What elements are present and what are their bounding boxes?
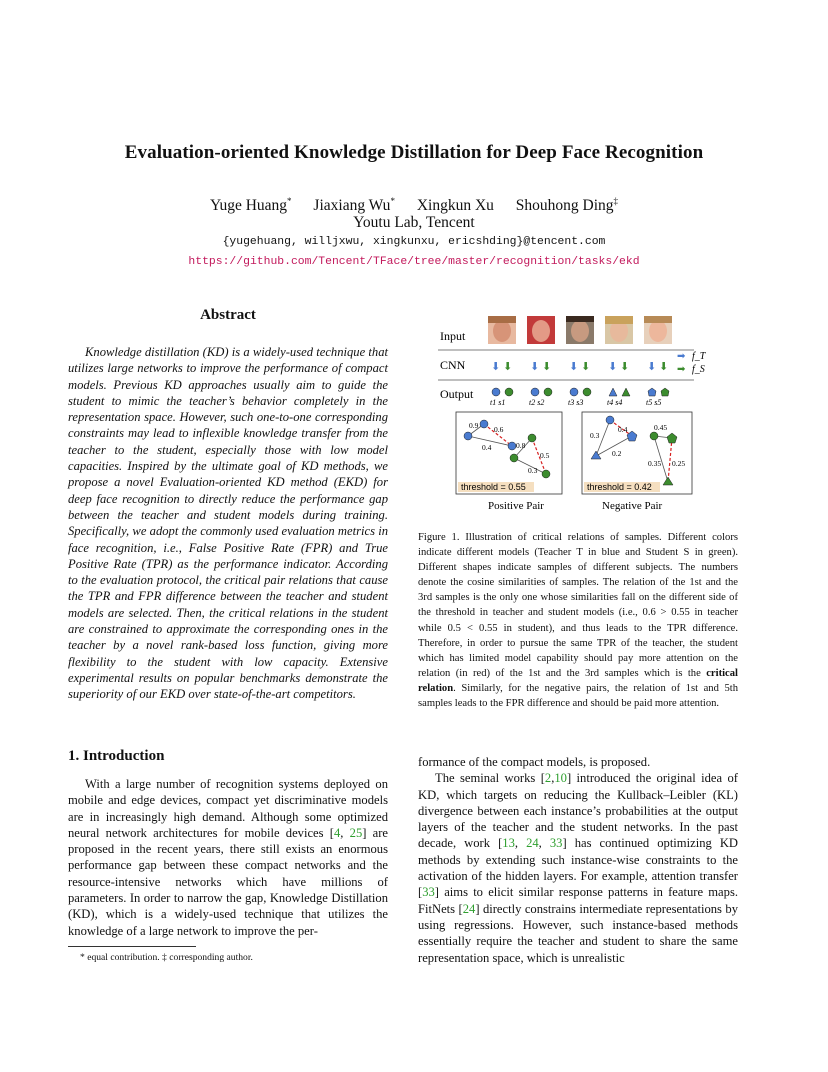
citation-link[interactable]: 24 [462, 901, 476, 916]
citation-link[interactable]: 2 [544, 771, 552, 786]
abstract-heading: Abstract [200, 307, 256, 323]
svg-text:t2 s2: t2 s2 [529, 398, 545, 407]
svg-text:⬇: ⬇ [659, 360, 669, 373]
svg-text:f_S: f_S [692, 364, 705, 375]
svg-text:0.6: 0.6 [494, 425, 504, 434]
svg-text:⬇: ⬇ [542, 360, 552, 373]
citation-link[interactable]: 24 [526, 836, 539, 851]
face-image-2 [527, 316, 555, 344]
cnn-arrows [491, 360, 668, 373]
svg-text:⬇: ⬇ [491, 360, 501, 373]
citation-link[interactable]: 33 [549, 836, 563, 851]
svg-text:0.5: 0.5 [540, 451, 550, 460]
svg-text:threshold = 0.55: threshold = 0.55 [461, 482, 526, 492]
svg-text:t4 s4: t4 s4 [607, 398, 623, 407]
intro-continued [418, 754, 738, 966]
svg-text:➡: ➡ [677, 351, 686, 362]
svg-text:0.3: 0.3 [590, 431, 600, 440]
svg-text:t3 s3: t3 s3 [568, 398, 584, 407]
citation-link[interactable]: 13 [502, 836, 515, 851]
citation-link[interactable]: 25 [349, 825, 363, 840]
svg-text:0.25: 0.25 [672, 459, 686, 468]
svg-text:0.4: 0.4 [482, 443, 492, 452]
citation-link[interactable]: 33 [422, 885, 435, 900]
positive-pair-panel [456, 412, 562, 494]
svg-text:⬇: ⬇ [647, 360, 657, 373]
svg-text:⬇: ⬇ [608, 360, 618, 373]
negative-pair-panel [582, 412, 692, 494]
paragraph-continuation: formance of the compact models, is proposed. [418, 755, 651, 769]
svg-text:0.35: 0.35 [648, 459, 662, 468]
author-emails: {yugehuang, willjxwu, xingkunxu, ericshding}@tencent.com [222, 236, 606, 248]
svg-text:threshold = 0.42: threshold = 0.42 [587, 482, 652, 492]
face-image-3 [566, 316, 594, 344]
face-image-1 [488, 316, 516, 344]
code-link[interactable]: https://github.com/Tencent/TFace/tree/master/recognition/tasks/ekd [188, 256, 640, 268]
abstract-text: Knowledge distillation (KD) is a widely-used technique that utilizes large networks to improve the performance of compact models. Previous KD approaches usually aim to guide the student to mimic the teacher’s behavior completely in the representation space. However, such one-to-one corresponding constraints may lead to inflexible knowledge transfer from the teacher to the student, especially those with low model capacities. Inspired by the ultimate goal of KD methods, we propose a novel Evaluation-oriented KD method (EKD) for deep face recognition to directly reduce the performance gap between the teacher and student models during training. Specifically, we adopt the commonly used evaluation metrics in face recognition, i.e., False Positive Rate (FPR) and True Positive Rate (TPR) as the performance indicator. According to the evaluation protocol, the critical pair relations that cause the TPR and FPR difference between the teacher and student models are selected. Then, the critical relations in the student are constrained to approximate the corresponding ones in the teacher by a novel rank-based loss function, giving more flexibility to the student with low capacity. Extensive experimental results on popular benchmarks demonstrate the superiority of our EKD over state-of-the-art competitors. [68, 345, 388, 702]
section-heading-introduction: 1. Introduction [68, 748, 165, 764]
figure-caption: Figure 1. Illustration of critical relations of samples. Different colors indicate different models (Teacher T in blue and Student S in green). Different shapes indicate samples of different subjects. The numbers denote the cosine similarities of samples. The relation of the 1st and the 3rd samples is the only one whose similarities fall on the different side of the threshold in teacher and student models (i.e., 0.6 > 0.55 in teacher while 0.5 < 0.55 in student), and thus leads to the TPR difference. Therefore, in order to pursue the same TPR of the teacher, the student which has limited model capability should pay more attention on the relation (in red) of the 1st and the 3rd samples which is the critical relation. Similarly, for the negative pairs, the relation of 1st and 5th samples leads to the FPR difference and should be paid more attention. [418, 532, 738, 710]
svg-text:t5 s5: t5 s5 [646, 398, 662, 407]
svg-text:⬇: ⬇ [569, 360, 579, 373]
negative-pair-title: Negative Pair [602, 500, 663, 512]
author-1: Yuge Huang* [209, 196, 292, 215]
footnote-rule [68, 946, 196, 947]
svg-text:0.4: 0.4 [618, 425, 628, 434]
legend [677, 351, 707, 375]
paragraph-related-work: The seminal works [2,10] introduced the original idea of KD, which targets on reducing the Kullback–Leibler (KL) divergence between each instance’s probabilities at the output layers of the teacher and the student networks. In the past decade, work [13, 24, 33] has continued optimizing KD methods by extending such instance-wise constraints to the activation of the hidden layers. For example, attention transfer [33] aims to elicit similar response patterns in feature maps. FitNets [24] directly constrains intermediate representations by using regressions. However, such instance-based methods essentially require the teacher and student to share the same representation space, which is unrealistic [418, 771, 739, 965]
author-4: Shouhong Ding‡ [515, 196, 619, 215]
svg-text:⬇: ⬇ [530, 360, 540, 373]
svg-text:0.3: 0.3 [528, 466, 538, 475]
svg-text:⬇: ⬇ [581, 360, 591, 373]
author-3: Xingkun Xu [416, 197, 494, 215]
citation-link[interactable]: 4 [333, 825, 341, 840]
svg-text:0.8: 0.8 [516, 441, 526, 450]
footnote: * equal contribution. ‡ corresponding author. [80, 952, 253, 963]
figure-1 [432, 306, 732, 516]
paper-title: Evaluation-oriented Knowledge Distillation for Deep Face Recognition [124, 142, 704, 163]
output-sample-labels [490, 398, 661, 407]
positive-pair-title: Positive Pair [488, 500, 544, 512]
intro-paragraph: With a large number of recognition systems deployed on mobile and edge devices, compact yet discriminative models are in increasingly high demand. Although some optimized neural network architectures for mobile devices [4, 25] are proposed in the recent years, there still exists an enormous performance gap between these compact networks and the resource-intensive networks which have millions of parameters. In order to narrow the gap, Knowledge Distillation (KD), which is a widely-used technique that utilizes the knowledge of a large network to improve the per- [68, 777, 389, 938]
svg-text:⬇: ⬇ [620, 360, 630, 373]
svg-text:0.2: 0.2 [612, 449, 622, 458]
row-label-cnn: CNN [440, 358, 466, 372]
svg-text:➡: ➡ [677, 364, 686, 375]
svg-text:t1 s1: t1 s1 [490, 398, 506, 407]
svg-text:⬇: ⬇ [503, 360, 513, 373]
output-markers [492, 388, 669, 396]
svg-text:0.45: 0.45 [654, 423, 668, 432]
svg-text:0.9: 0.9 [469, 421, 479, 430]
author-2: Jiaxiang Wu* [313, 196, 395, 215]
face-image-4 [605, 316, 633, 344]
row-label-output: Output [440, 387, 474, 401]
svg-text:f_T: f_T [692, 351, 706, 362]
affiliation: Youtu Lab, Tencent [353, 214, 475, 231]
author-list [0, 196, 828, 215]
citation-link[interactable]: 10 [554, 771, 567, 786]
row-label-input: Input [440, 329, 466, 343]
face-image-5 [644, 316, 672, 344]
